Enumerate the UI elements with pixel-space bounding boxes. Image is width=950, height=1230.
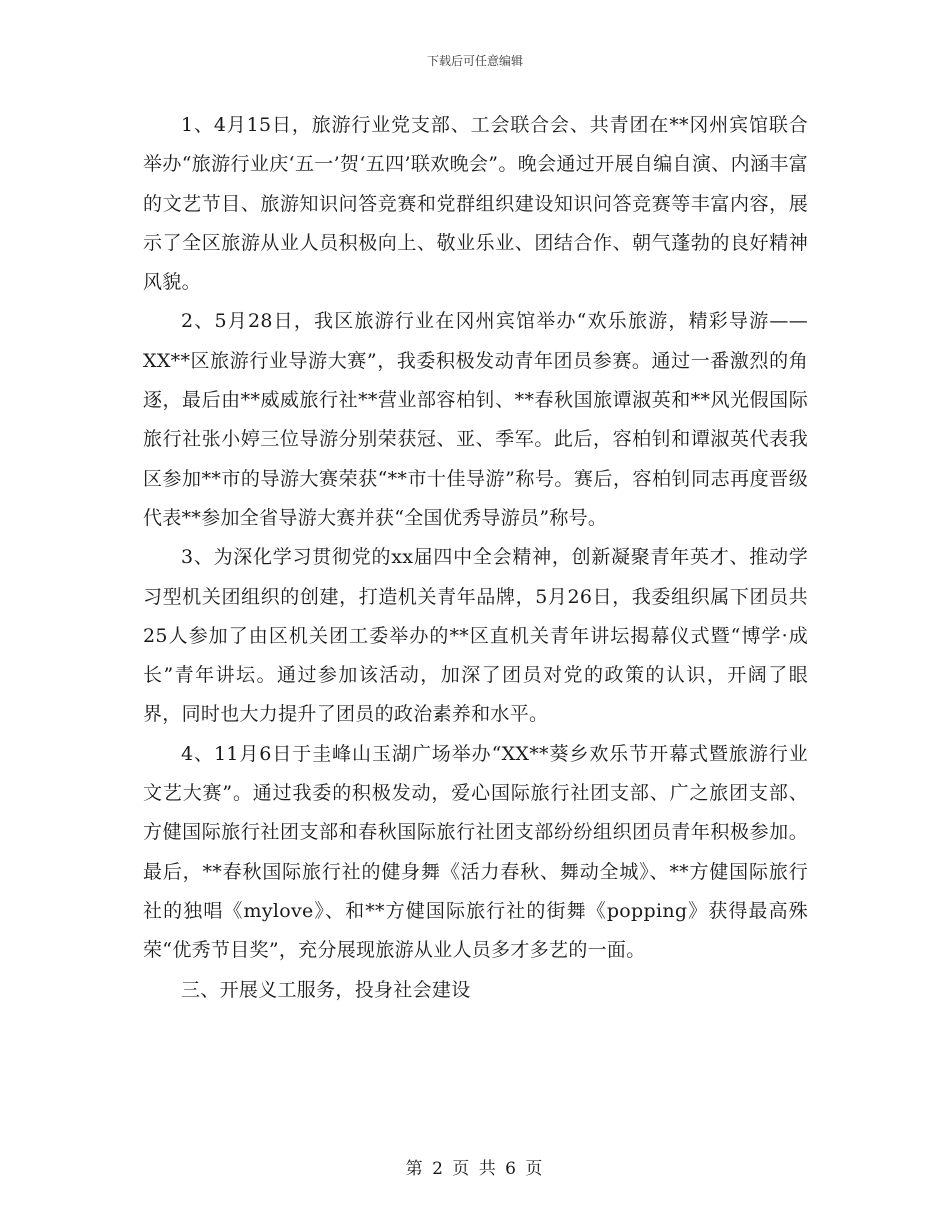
paragraph-item-4: 4、11月6日于圭峰山玉湖广场举办“XX**葵乡欢乐节开幕式暨旅游行业文艺大赛”。通过我委的积极发动，爱心国际旅行社团支部、广之旅团支部、方健国际旅行社团支部和春秋国际旅行社团支部纷纷组织团员青年积极参加。最后，**春秋国际旅行社的健身舞《活力春秋、舞动全城》、**方健国际旅行社的独唱《mylove》、和**方健国际旅行社的街舞《popping》获得最高殊荣“优秀节目奖”，充分展现旅游从业人员多才多艺的一面。 bbox=[143, 742, 808, 962]
section-heading: 三、开展义工服务，投身社会建设 bbox=[181, 978, 471, 1001]
page-header: 下载后可任意编辑 bbox=[426, 54, 523, 68]
paragraph-item-1: 1、4月15日，旅游行业党支部、工会联合会、共青团在**冈州宾馆联合举办“旅游行业庆‘五一’贺‘五四’联欢晚会”。晚会通过开展自编自演、内涵丰富的文艺节目、旅游知识问答竞赛和党群组织建设知识问答竞赛等丰富内容，展示了全区旅游从业人员积极向上、敬业乐业、团结合作、朝气蓬勃的良好精神风貌。 bbox=[143, 114, 808, 294]
document-body bbox=[143, 106, 808, 1010]
page-number: 第 2 页 共 6 页 bbox=[405, 1159, 545, 1179]
paragraph-item-3: 3、为深化学习贯彻党的xx届四中全会精神，创新凝聚青年英才、推动学习型机关团组织的创建，打造机关青年品牌，5月26日，我委组织属下团员共25人参加了由区机关团工委举办的**区直机关青年讲坛揭幕仪式暨“博学·成长”青年讲坛。通过参加该活动，加深了团员对党的政策的认识，开阔了眼界，同时也大力提升了团员的政治素养和水平。 bbox=[143, 546, 808, 726]
paragraph-item-2: 2、5月28日，我区旅游行业在冈州宾馆举办“欢乐旅游，精彩导游——XX**区旅游行业导游大赛”，我委积极发动青年团员参赛。通过一番激烈的角逐，最后由**威威旅行社**营业部容柏钊、**春秋国旅谭淑英和**风光假国际旅行社张小婷三位导游分别荣获冠、亚、季军。此后，容柏钊和谭淑英代表我区参加**市的导游大赛荣获“**市十佳导游”称号。赛后，容柏钊同志再度晋级代表**参加全省导游大赛并获“全国优秀导游员”称号。 bbox=[143, 310, 808, 529]
